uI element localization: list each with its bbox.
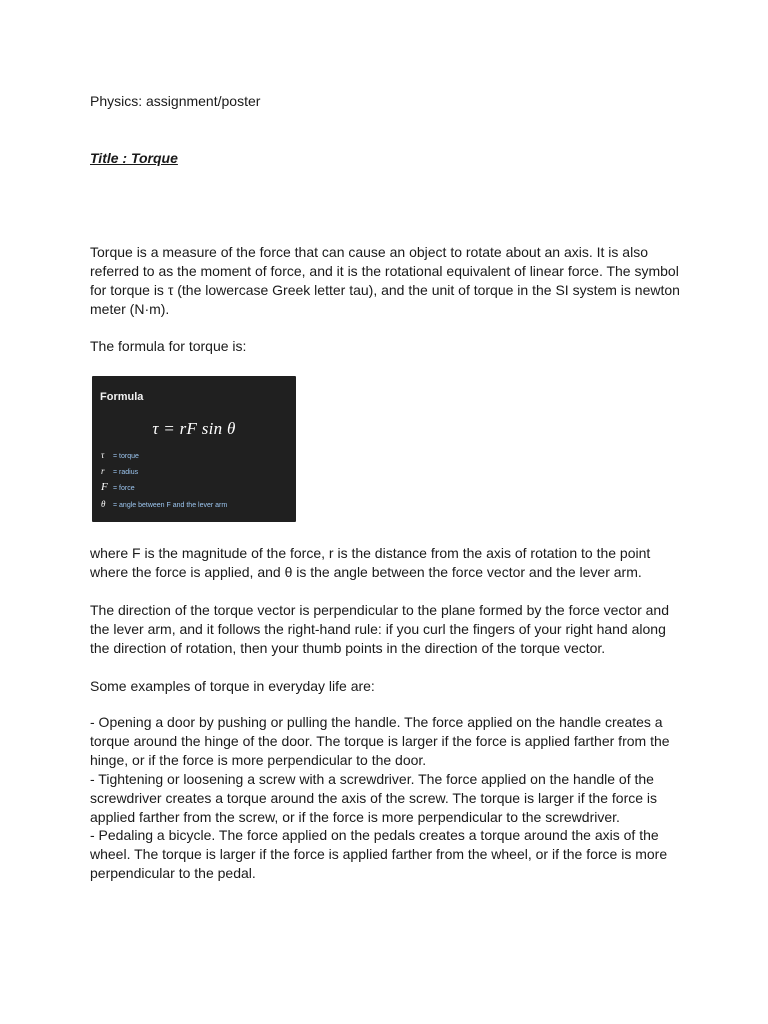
document-title: Title : Torque [90, 150, 178, 166]
formula-image [92, 376, 296, 522]
legend-symbol: r [101, 466, 105, 476]
where-paragraph: where F is the magnitude of the force, r is the distance from the axis of rotation to the point where the force is applied, and θ is the angle between the force vector and the lever arm. [90, 545, 651, 580]
formula-legend-item [101, 482, 135, 494]
legend-symbol: τ [101, 450, 105, 460]
formula-heading: Formula [100, 391, 144, 403]
example-item: - Opening a door by pushing or pulling the handle. The force applied on the handle creates a torque around the hinge of the door. The torque is larger if the force is applied farther from the hinge, or if the force is more perpendicular to the door. [90, 714, 670, 768]
document-header: Physics: assignment/poster [90, 93, 261, 109]
examples-lead-paragraph: Some examples of torque in everyday life are: [90, 678, 375, 694]
formula-legend-item [101, 450, 139, 462]
direction-paragraph: The direction of the torque vector is perpendicular to the plane formed by the force vector and the lever arm, and it follows the right-hand rule: if you curl the fingers of your right hand along the direction of rotation, then your thumb points in the direction of the torque vector. [90, 602, 669, 656]
example-item: - Pedaling a bicycle. The force applied on the pedals creates a torque around the axis of the wheel. The torque is larger if the force is applied farther from the wheel, or if the force is more perpendicular to the pedal. [90, 827, 668, 881]
formula-legend-item [101, 499, 227, 511]
formula-equation: τ = rF sin θ [152, 419, 236, 438]
intro-paragraph: Torque is a measure of the force that can cause an object to rotate about an axis. It is also referred to as the moment of force, and it is the rotational equivalent of linear force. The symbol for torque is τ (the lowercase Greek letter tau), and the unit of torque in the SI system is newton meter (N·m). [90, 244, 680, 317]
formula-lead-paragraph: The formula for torque is: [90, 338, 247, 354]
legend-text: = radius [113, 469, 139, 476]
example-item: - Tightening or loosening a screw with a screwdriver. The force applied on the handle of the screwdriver creates a torque around the axis of the screw. The torque is larger if the force is applied farther from the screw, or if the force is more perpendicular to the screwdriver. [90, 771, 658, 825]
legend-text: = force [113, 485, 135, 492]
legend-symbol: θ [101, 499, 106, 509]
legend-text: = angle between F and the lever arm [113, 502, 228, 509]
legend-symbol: F [101, 481, 108, 493]
legend-text: = torque [113, 453, 139, 460]
formula-legend-item [101, 466, 138, 478]
